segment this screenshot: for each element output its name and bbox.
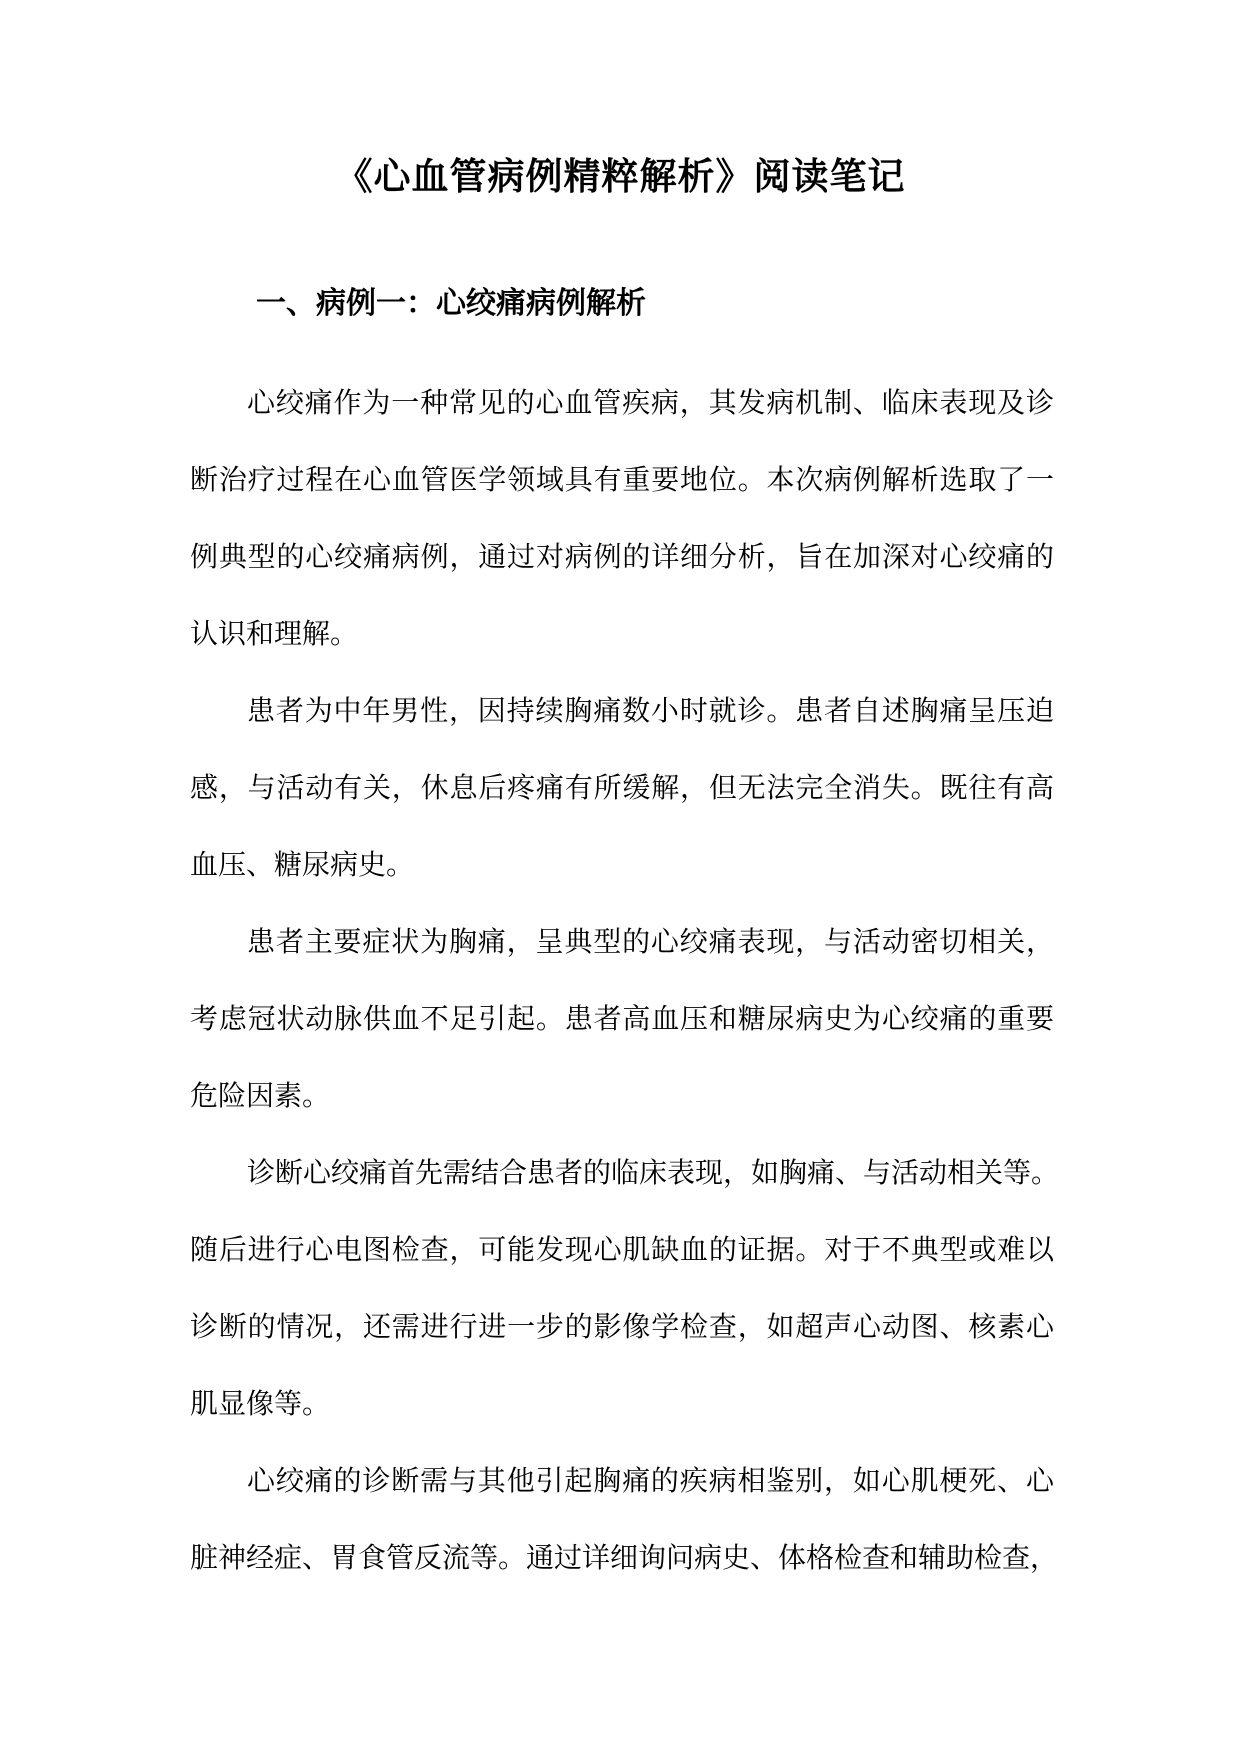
paragraph (190, 903, 1054, 1134)
paragraph-line: 诊断心绞痛首先需结合患者的临床表现，如胸痛、与活动相关等。 (247, 1156, 1060, 1189)
paragraph-line: 血压、糖尿病史。 (190, 848, 415, 881)
paragraph-line: 心绞痛的诊断需与其他引起胸痛的疾病相鉴别，如心肌梗死、心 (247, 1464, 1054, 1497)
paragraph-line: 断治疗过程在心血管医学领域具有重要地位。本次病例解析选取了一 (190, 463, 1054, 496)
paragraph-line: 心绞痛作为一种常见的心血管疾病，其发病机制、临床表现及诊 (247, 386, 1054, 419)
paragraph-line: 认识和理解。 (190, 617, 359, 650)
document-title: 《心血管病例精粹解析》阅读笔记 (335, 155, 906, 198)
section-heading: 一、病例一：心绞痛病例解析 (256, 286, 646, 321)
paragraph-line: 诊断的情况，还需进行进一步的影像学检查，如超声心动图、核素心 (190, 1310, 1054, 1343)
document-body (190, 364, 1060, 1596)
paragraph (190, 672, 1054, 903)
paragraph-line: 随后进行心电图检查，可能发现心肌缺血的证据。对于不典型或难以 (190, 1233, 1054, 1266)
paragraph-line: 脏神经症、胃食管反流等。通过详细询问病史、体格检查和辅助检查， (190, 1541, 1059, 1574)
paragraph (190, 364, 1054, 672)
paragraph-line: 例典型的心绞痛病例，通过对病例的详细分析，旨在加深对心绞痛的 (190, 540, 1054, 573)
paragraph-line: 患者主要症状为胸痛，呈典型的心绞痛表现，与活动密切相关， (247, 925, 1054, 958)
paragraph-line: 考虑冠状动脉供血不足引起。患者高血压和糖尿病史为心绞痛的重要 (190, 1002, 1054, 1035)
paragraph-line: 患者为中年男性，因持续胸痛数小时就诊。患者自述胸痛呈压迫 (247, 694, 1054, 727)
paragraph-line: 感，与活动有关，休息后疼痛有所缓解，但无法完全消失。既往有高 (190, 771, 1054, 804)
paragraph (190, 1134, 1060, 1442)
paragraph-line: 肌显像等。 (190, 1387, 331, 1420)
paragraph (190, 1442, 1059, 1596)
paragraph-line: 危险因素。 (190, 1079, 331, 1112)
